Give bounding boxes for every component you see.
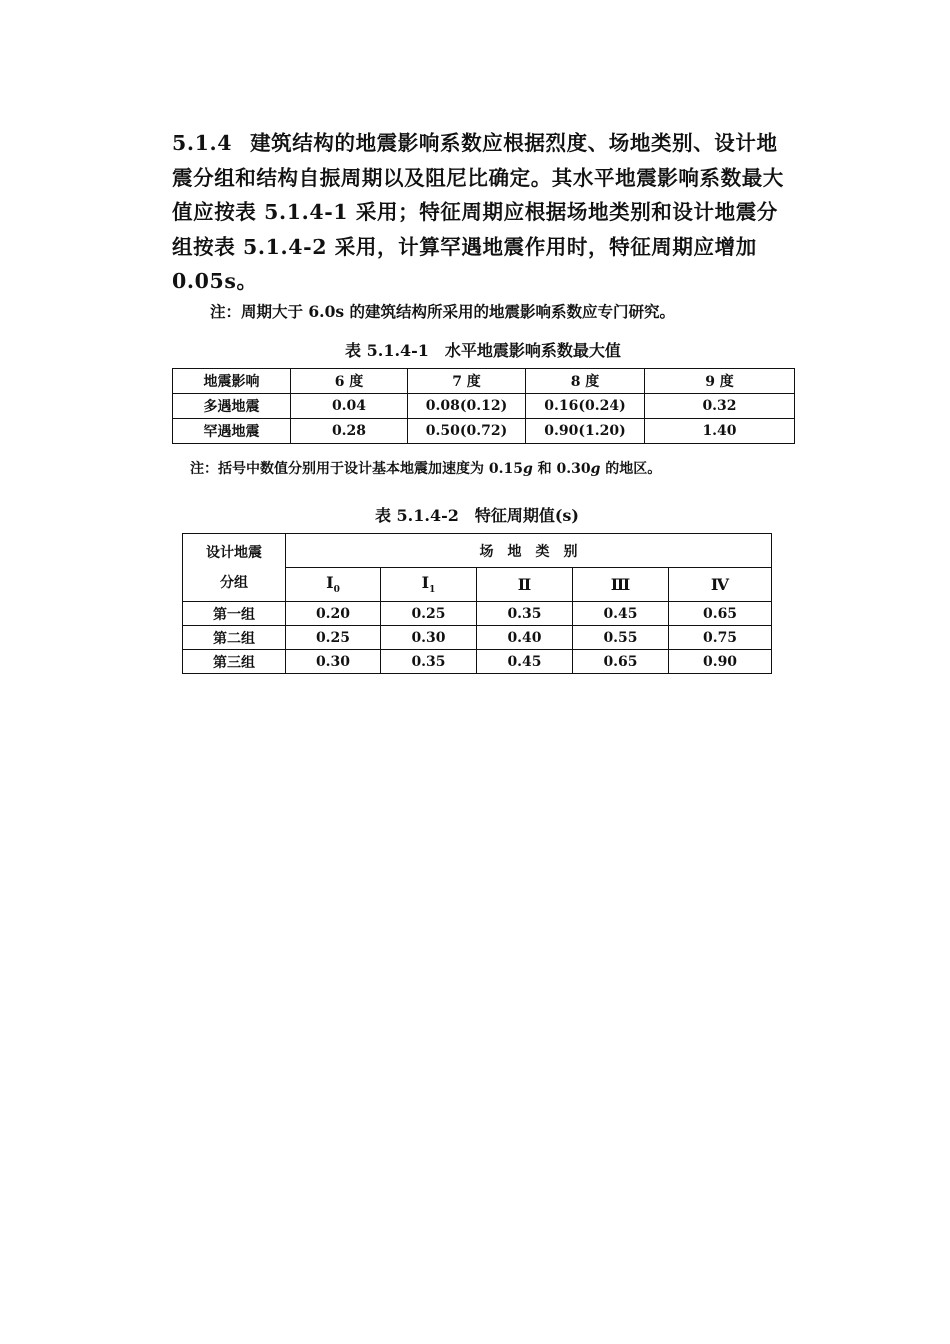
table-cell: 1.40 <box>645 419 795 444</box>
table-cell: 0.50(0.72) <box>408 419 526 444</box>
table-cell: 0.35 <box>477 602 573 626</box>
table1-caption: 表 5.1.4-1 水平地震影响系数最大值 <box>345 341 621 360</box>
table-cell: 0.08(0.12) <box>408 394 526 419</box>
table-row <box>183 602 772 626</box>
site-class-header: $Ⅰ_0$ <box>286 568 381 602</box>
table-cell: 0.90 <box>669 650 772 674</box>
table-cell: 0.65 <box>669 602 772 626</box>
note2-mid: 和 0.30 <box>532 461 591 477</box>
seismic-coefficient-table <box>172 368 795 444</box>
table2-caption: 表 5.1.4-2 特征周期值(s) <box>374 506 580 525</box>
site-class-header: Ⅳ <box>669 568 772 602</box>
table-cell: 0.35 <box>381 650 477 674</box>
corner-header <box>183 534 286 602</box>
note-period: 注：周期大于 6.0s 的建筑结构所采用的地震影响系数应专门研究。 <box>210 302 675 321</box>
row-label: 第二组 <box>183 626 286 650</box>
table-header-row <box>183 534 772 568</box>
header-cell: 8 度 <box>526 369 645 394</box>
note2-g1: g <box>522 461 533 477</box>
table-cell: 0.90(1.20) <box>526 419 645 444</box>
table-row <box>173 419 795 444</box>
row-label: 第三组 <box>183 650 286 674</box>
clause-number: 5.1.4 <box>172 131 233 155</box>
header-cell: 7 度 <box>408 369 526 394</box>
row-label: 罕遇地震 <box>173 419 291 444</box>
table-cell: 0.16(0.24) <box>526 394 645 419</box>
site-class-header: $Ⅰ_1$ <box>381 568 477 602</box>
table-row <box>183 650 772 674</box>
clause-text: 建筑结构的地震影响系数应根据烈度、场地类别、设计地震分组和结构自振周期以及阻尼比确定。其水平地震影响系数最大值应按表 5.1.4-1 采用；特征周期应根据场地类别和设计地震分组按表 5.1.4-2 采用，计算罕遇地震作用时，特征周期应增加 0.05s。 <box>172 131 784 293</box>
table-cell: 0.04 <box>291 394 408 419</box>
table-cell: 0.25 <box>286 626 381 650</box>
header-cell: 9 度 <box>645 369 795 394</box>
table-cell: 0.65 <box>573 650 669 674</box>
row-label: 第一组 <box>183 602 286 626</box>
row-label: 多遇地震 <box>173 394 291 419</box>
table-cell: 0.55 <box>573 626 669 650</box>
header-cell: 6 度 <box>291 369 408 394</box>
corner-header-line1: 设计地震 <box>206 544 262 561</box>
site-class-header: Ⅲ <box>573 568 669 602</box>
characteristic-period-table <box>182 533 772 674</box>
note2-suffix: 的地区。 <box>600 461 662 477</box>
table-cell: 0.45 <box>573 602 669 626</box>
table-row <box>173 394 795 419</box>
table-cell: 0.40 <box>477 626 573 650</box>
table-cell: 0.20 <box>286 602 381 626</box>
table-cell: 0.30 <box>286 650 381 674</box>
table-cell: 0.32 <box>645 394 795 419</box>
table-header-row <box>173 369 795 394</box>
table-cell: 0.30 <box>381 626 477 650</box>
note2-g2: g <box>590 461 601 477</box>
corner-header-line2: 分组 <box>220 574 248 591</box>
table-cell: 0.25 <box>381 602 477 626</box>
note-parentheses <box>190 458 790 478</box>
header-cell: 地震影响 <box>173 369 291 394</box>
table-row <box>183 626 772 650</box>
note2-prefix: 注：括号中数值分别用于设计基本地震加速度为 0.15 <box>190 461 523 477</box>
table-cell: 0.28 <box>291 419 408 444</box>
table-cell: 0.75 <box>669 626 772 650</box>
site-class-group-header: 场 地 类 别 <box>286 534 772 568</box>
clause-paragraph <box>172 126 797 299</box>
site-class-header: Ⅱ <box>477 568 573 602</box>
table-cell: 0.45 <box>477 650 573 674</box>
